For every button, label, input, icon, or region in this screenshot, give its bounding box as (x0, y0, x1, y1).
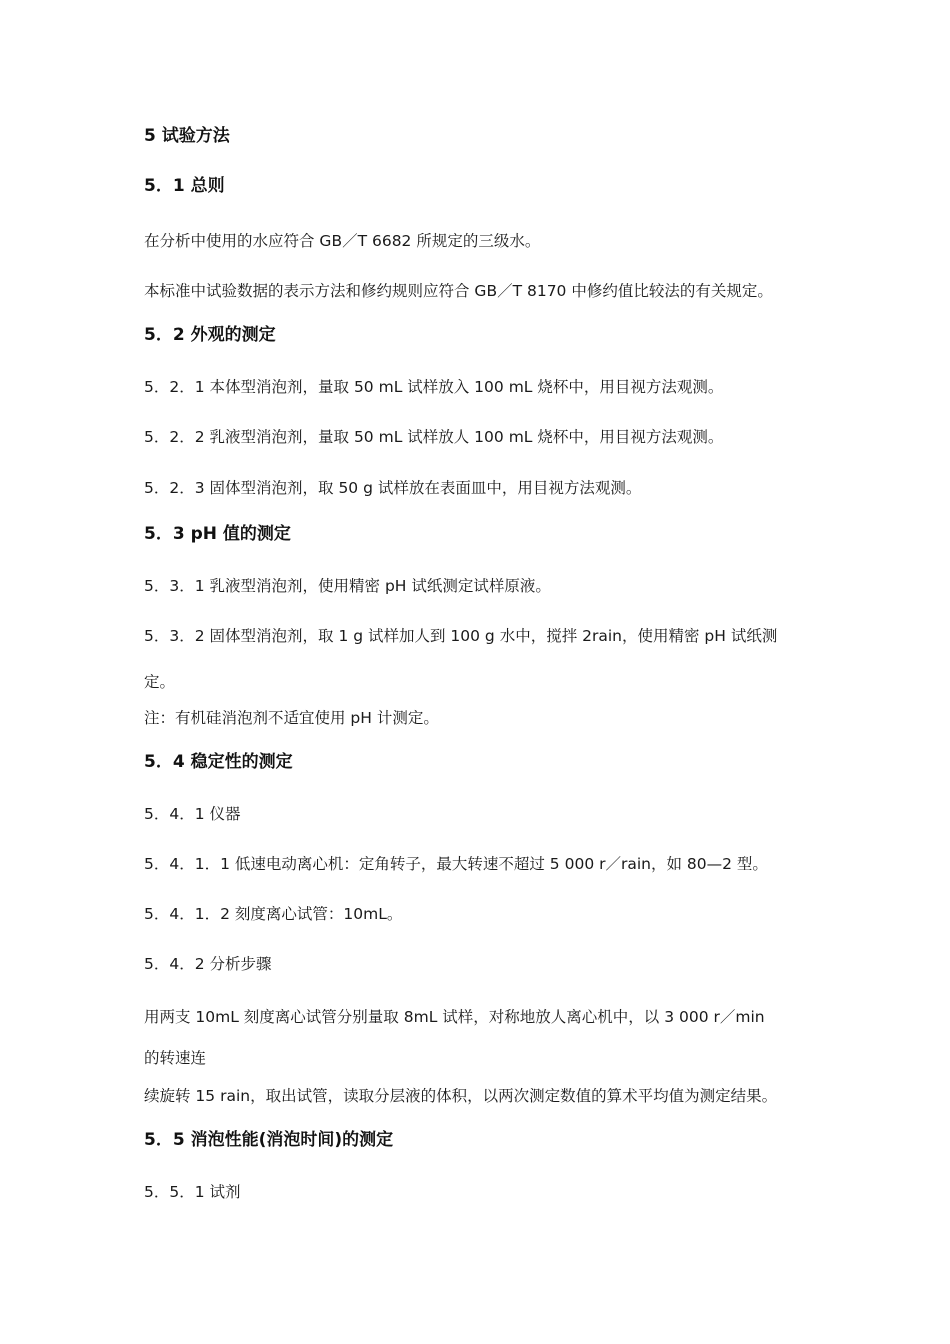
section-heading: 5．2 外观的测定 (144, 325, 276, 345)
paragraph: 5．4．1．1 低速电动离心机：定角转子，最大转速不超过 5 000 r／rain，如 80—2 型。 (144, 855, 768, 873)
paragraph: 5．3．1 乳液型消泡剂，使用精密 pH 试纸测定试样原液。 (144, 577, 551, 595)
section-heading: 5．4 稳定性的测定 (144, 752, 293, 772)
paragraph: 在分析中使用的水应符合 GB／T 6682 所规定的三级水。 (144, 232, 541, 250)
section-heading: 5．3 pH 值的测定 (144, 524, 291, 544)
paragraph: 5．2．2 乳液型消泡剂，量取 50 mL 试样放人 100 mL 烧杯中，用目视方法观测。 (144, 428, 724, 446)
paragraph: 5．2．3 固体型消泡剂，取 50 g 试样放在表面皿中，用目视方法观测。 (144, 479, 642, 497)
paragraph: 5．3．2 固体型消泡剂，取 1 g 试样加人到 100 g 水中，搅拌 2rain，使用精密 pH 试纸测 (144, 627, 778, 645)
paragraph: 5．4．1 仪器 (144, 805, 241, 823)
section-heading: 5 试验方法 (144, 126, 230, 146)
section-heading: 5．1 总则 (144, 176, 225, 196)
paragraph: 用两支 10mL 刻度离心试管分别量取 8mL 试样，对称地放人离心机中，以 3 000 r／min (144, 1008, 765, 1026)
note: 注：有机硅消泡剂不适宜使用 pH 计测定。 (144, 709, 439, 727)
section-heading: 5．5 消泡性能(消泡时间)的测定 (144, 1130, 394, 1150)
paragraph: 5．2．1 本体型消泡剂，量取 50 mL 试样放入 100 mL 烧杯中，用目视方法观测。 (144, 378, 724, 396)
paragraph: 5．4．1．2 刻度离心试管：10mL。 (144, 905, 403, 923)
paragraph: 本标准中试验数据的表示方法和修约规则应符合 GB／T 8170 中修约值比较法的有关规定。 (144, 282, 773, 300)
paragraph: 5．4．2 分析步骤 (144, 955, 272, 973)
paragraph: 的转速连 (144, 1049, 207, 1067)
paragraph: 5．5．1 试剂 (144, 1183, 241, 1201)
paragraph: 续旋转 15 rain，取出试管，读取分层液的体积，以两次测定数值的算术平均值为测定结果。 (144, 1087, 778, 1105)
paragraph: 定。 (144, 673, 176, 691)
